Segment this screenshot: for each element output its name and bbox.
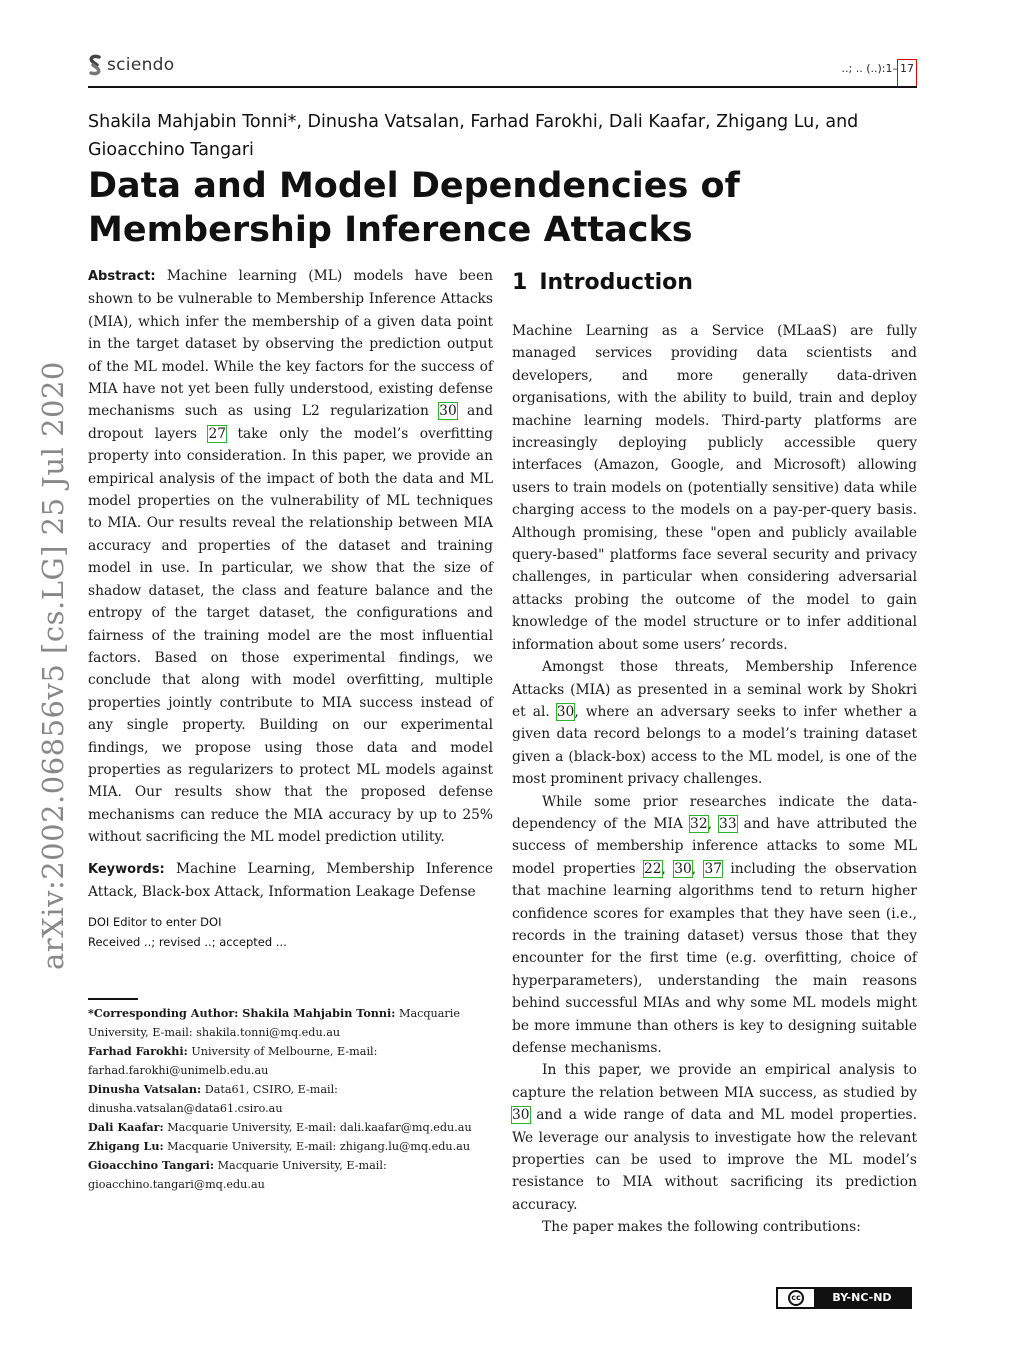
arxiv-identifier-stamp: arXiv:2002.06856v5 [cs.LG] 25 Jul 2020: [36, 361, 70, 970]
keywords-label: Keywords:: [88, 862, 165, 877]
creative-commons-icon: [778, 1289, 814, 1307]
page-range-last-link[interactable]: 17: [898, 60, 916, 87]
affiliation-item: [88, 1156, 493, 1194]
author-affiliations: [88, 1004, 493, 1194]
introduction-body: [512, 320, 917, 1239]
affiliation-text: Macquarie University, E-mail: gioacchino.tangari@mq.edu.au: [88, 1159, 387, 1191]
keywords: [88, 858, 493, 904]
cc-label: cc: [788, 1290, 804, 1306]
paragraph-text: While some prior researches indicate the data-dependency of the MIA: [512, 793, 917, 832]
abstract-label: Abstract:: [88, 269, 156, 284]
affiliation-item: [88, 1080, 493, 1118]
citation-link[interactable]: 32: [690, 815, 708, 832]
affiliation-name: *Corresponding Author: Shakila Mahjabin Tonni:: [88, 1006, 396, 1020]
paragraph-text: and have attributed the success of membership inference attacks to some ML model properties: [512, 815, 918, 877]
affiliation-name: Dali Kaafar:: [88, 1120, 164, 1134]
footnote-rule: [88, 998, 138, 1000]
license-badge[interactable]: [776, 1287, 912, 1309]
paragraph: [512, 656, 917, 790]
sciendo-logo-icon: [88, 54, 102, 76]
paragraph: While some prior researches indicate the data-dependency of the MIA 32, 33 and have attributed the success of membership inference attacks to some ML model properties 22, 30, 37 including the observation that machine learning algorithms tend to return higher confidence scores for examples that they have seen (i.e., records in the training dataset) versus those that they encounter for the first time (e.g. overfitting, choice of hyperparameters), understanding the main reasons behind successful MIAs and why some ML models might be more immune than others is key to designing suitable defense mechanisms.: [512, 793, 918, 1056]
affiliation-name: Farhad Farokhi:: [88, 1044, 188, 1058]
affiliation-item: [88, 1042, 493, 1080]
paragraph-text: In this paper, we provide an empirical analysis to capture the relation between MIA success, as studied by: [512, 1062, 917, 1101]
keywords-text: Machine Learning, Membership Inference Attack, Black-box Attack, Information Leakage Defense: [88, 861, 493, 901]
publisher-logo: [88, 54, 174, 76]
affiliation-name: Zhigang Lu:: [88, 1139, 164, 1153]
affiliation-text: University of Melbourne, E-mail: farhad.farokhi@unimelb.edu.au: [88, 1045, 378, 1077]
citation-link[interactable]: 30: [512, 1107, 530, 1124]
received-line: Received ..; revised ..; accepted ...: [88, 935, 287, 949]
citation-link[interactable]: 30: [439, 403, 457, 420]
citation-link[interactable]: 33: [719, 815, 737, 832]
paragraph-text: Amongst those threats, Membership Inference Attacks (MIA) as presented in a seminal work by Shokri et al.: [512, 659, 917, 720]
citation-link[interactable]: 37: [704, 860, 723, 877]
paragraph-text: including the observation that machine learning algorithms tend to return higher confidence scores for examples that they have seen (i.e., records in the training dataset) versus those that they encounter for the first time (e.g. overfitting, choice of hyperparameters), understanding the main reasons behind successful MIAs and why some ML models might be more immune than others is key to designing suitable defense mechanisms.: [512, 860, 917, 1056]
abstract: [88, 265, 493, 849]
page-range-prefix: ..; .. (..):1–: [841, 62, 898, 75]
paragraph: [512, 1059, 917, 1216]
citation-link[interactable]: 22: [643, 860, 662, 877]
author-list: Shakila Mahjabin Tonni*, Dinusha Vatsalan, Farhad Farokhi, Dali Kaafar, Zhigang Lu, and Gioacchino Tangari: [88, 112, 859, 160]
affiliation-item: [88, 1137, 493, 1156]
affiliation-text: Data61, CSIRO, E-mail: dinusha.vatsalan@data61.csiro.au: [88, 1083, 338, 1115]
abstract-text: Machine learning (ML) models have been shown to be vulnerable to Membership Inference Attacks (MIA), which infer the membership of a given data point in the target dataset by observing the prediction output of the ML model. While the key factors for the success of MIA have not yet been fully understood, existing defense mechanisms such as using L2 regularization: [88, 268, 493, 420]
doi-info: [88, 912, 493, 952]
affiliation-text: Macquarie University, E-mail: dali.kaafar@mq.edu.au: [167, 1121, 472, 1134]
license-text: BY-NC-ND: [814, 1289, 910, 1307]
paper-title: Data and Model Dependencies of Membership Inference Attacks: [88, 166, 740, 250]
abstract-paragraph: [88, 265, 493, 849]
citation-link[interactable]: 27: [208, 425, 227, 442]
affiliation-name: Gioacchino Tangari:: [88, 1158, 214, 1172]
affiliation-item: [88, 1004, 493, 1042]
paragraph: Machine Learning as a Service (MLaaS) are fully managed services providing data scientists and developers, and more generally data-driven organisations, with the ability to build, train and deploy machine learning models. Third-party platforms are increasingly deploying publicly accessible query interfaces (Amazon, Google, and Microsoft) allowing users to train models on (potentially sensitive) data while charging access to the models on a pay-per-query basis. Although promising, these "open and publicly available query-based" platforms face several security and privacy challenges, in particular when considering adversarial attacks probing the outcome of the model to gain knowledge of the model structure or to infer additional information about some users’ records.: [512, 323, 917, 653]
abstract-text: take only the model’s overfitting property into consideration. In this paper, we provide an empirical analysis of the impact of both the data and ML model properties on the vulnerability of ML techniques to MIA. Our results reveal the relationship between MIA accuracy and properties of the dataset and training model in use. In particular, we show that the size of shadow dataset, the class and feature balance and the entropy of the target dataset, the configurations and fairness of the training model are the most influential factors. Based on those experimental findings, we conclude that along with model overfitting, multiple properties jointly contribute to MIA success instead of any single property. Building on our experimental findings, we propose using those data and model properties as regularizers to protect ML models against MIA. Our results show that the proposed defense mechanisms can reduce the MIA accuracy by up to 25% without sacrificing the ML model prediction utility.: [88, 425, 494, 846]
affiliation-item: [88, 1118, 493, 1137]
abstract-text: and dropout layers: [88, 403, 493, 442]
publisher-name: sciendo: [107, 55, 175, 75]
section-number: 1: [512, 270, 528, 295]
affiliation-text: Macquarie University, E-mail: shakila.tonni@mq.edu.au: [88, 1007, 460, 1039]
section-title: Introduction: [539, 270, 693, 295]
paragraph-text: , where an adversary seeks to infer whether a given data record belongs to a model’s training dataset given a (black-box) access to the ML model, is one of the most prominent privacy challenges.: [512, 703, 917, 788]
citation-link[interactable]: 30: [674, 860, 692, 877]
paragraph-text: and a wide range of data and ML model properties. We leverage our analysis to investigate how the relevant properties can be used to improve the ML model’s resistance to MIA without sacrificing its prediction accuracy.: [512, 1107, 918, 1213]
doi-line: DOI Editor to enter DOI: [88, 915, 222, 929]
section-heading: [512, 268, 922, 298]
paragraph: The paper makes the following contributions:: [542, 1219, 861, 1236]
page-range: [842, 62, 916, 75]
header-rule: [88, 86, 917, 88]
citation-link[interactable]: 30: [556, 703, 575, 720]
affiliation-name: Dinusha Vatsalan:: [88, 1082, 202, 1096]
affiliation-text: Macquarie University, E-mail: zhigang.lu@mq.edu.au: [167, 1140, 471, 1153]
